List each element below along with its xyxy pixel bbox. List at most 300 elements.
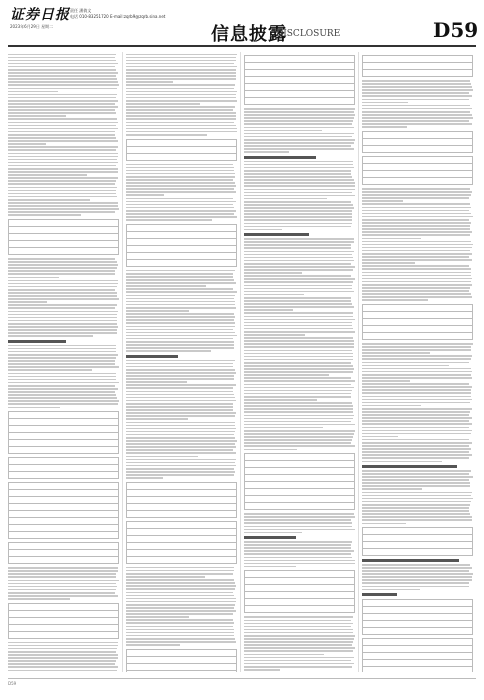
text-line	[126, 182, 235, 184]
text-line	[8, 122, 118, 124]
text-line	[244, 350, 352, 352]
text-line	[244, 291, 354, 293]
text-line	[244, 309, 293, 311]
text-line	[126, 78, 236, 80]
text-line	[126, 270, 235, 272]
text-line	[362, 194, 471, 196]
text-line	[362, 346, 471, 348]
text-line	[126, 576, 205, 578]
data-table	[8, 457, 119, 479]
text-line	[244, 337, 353, 339]
text-line	[244, 288, 352, 290]
text-line	[362, 222, 471, 224]
text-line	[244, 278, 355, 280]
text-line	[244, 669, 280, 671]
text-line	[8, 286, 117, 288]
text-line	[126, 316, 235, 318]
text-line	[244, 254, 352, 256]
text-line	[244, 666, 352, 668]
text-line	[244, 216, 352, 218]
text-line	[244, 433, 354, 435]
table-row	[8, 524, 119, 531]
text-line	[8, 177, 118, 179]
table-row	[8, 439, 119, 446]
text-line	[362, 396, 471, 398]
text-line	[126, 418, 188, 420]
text-line	[8, 202, 118, 204]
text-line	[126, 170, 234, 172]
text-line	[8, 363, 115, 365]
text-line	[362, 287, 470, 289]
text-line	[8, 171, 118, 173]
text-line	[362, 108, 472, 110]
text-line	[244, 647, 355, 649]
text-line	[362, 589, 420, 591]
text-line	[244, 263, 351, 265]
table-row	[244, 55, 355, 62]
text-line	[362, 299, 428, 301]
text-line	[362, 368, 471, 370]
text-line	[244, 241, 354, 243]
text-line	[362, 392, 471, 394]
text-line	[126, 619, 233, 621]
text-line	[8, 301, 47, 303]
text-line	[244, 550, 354, 552]
text-line	[8, 118, 117, 120]
data-table	[362, 304, 473, 340]
table-row	[8, 549, 119, 556]
table-row	[244, 62, 355, 69]
text-line	[362, 573, 473, 575]
table-row	[126, 649, 237, 656]
text-line	[244, 145, 351, 147]
text-line	[244, 346, 354, 348]
text-line	[244, 519, 351, 521]
text-line	[244, 148, 354, 150]
text-line	[244, 411, 353, 413]
text-line	[362, 281, 471, 283]
text-line	[362, 284, 472, 286]
table-row	[244, 598, 355, 605]
text-line	[8, 304, 117, 306]
text-column-1	[8, 52, 119, 672]
table-row	[8, 425, 119, 432]
text-line	[244, 513, 354, 515]
text-line	[362, 225, 470, 227]
text-line	[244, 522, 352, 524]
text-line	[362, 420, 469, 422]
text-line	[8, 180, 116, 182]
table-row	[362, 311, 473, 318]
text-line	[126, 397, 235, 399]
text-line	[8, 153, 118, 155]
page-number: D59	[433, 18, 479, 42]
table-row	[362, 138, 473, 145]
data-table	[126, 521, 237, 564]
text-line	[126, 601, 236, 603]
text-line	[8, 570, 118, 572]
text-line	[244, 430, 355, 432]
text-line	[126, 449, 233, 451]
table-row	[244, 474, 355, 481]
text-line	[8, 357, 116, 359]
text-line	[362, 501, 471, 503]
table-row	[8, 233, 119, 240]
table-row	[362, 304, 473, 311]
text-line	[244, 195, 355, 197]
text-line	[8, 642, 118, 644]
text-line	[244, 269, 353, 271]
text-line	[126, 216, 237, 218]
table-row	[362, 170, 473, 177]
data-table	[244, 453, 355, 510]
text-line	[244, 229, 282, 231]
text-line	[8, 162, 118, 164]
text-line	[244, 219, 352, 221]
table-row	[362, 156, 473, 163]
text-line	[362, 234, 470, 236]
text-line	[244, 260, 354, 262]
text-line	[362, 272, 471, 274]
text-line	[8, 143, 46, 145]
text-line	[126, 115, 236, 117]
text-line	[362, 408, 472, 410]
table-row	[126, 231, 237, 238]
text-line	[8, 137, 116, 139]
text-line	[126, 626, 233, 628]
text-line	[362, 228, 470, 230]
text-line	[8, 385, 115, 387]
text-line	[362, 586, 469, 588]
text-line	[362, 519, 472, 521]
text-line	[362, 383, 469, 385]
data-table	[362, 527, 473, 556]
table-row	[362, 548, 473, 555]
text-line	[8, 654, 118, 656]
text-line	[244, 418, 353, 420]
text-line	[126, 72, 236, 74]
text-line	[126, 632, 234, 634]
text-line	[362, 247, 472, 249]
text-line	[362, 439, 469, 441]
text-line	[362, 89, 473, 91]
text-line	[8, 388, 118, 390]
text-line	[362, 293, 471, 295]
text-line	[362, 238, 421, 240]
text-line	[244, 356, 353, 358]
text-line	[244, 353, 353, 355]
text-line	[362, 504, 470, 506]
text-line	[8, 280, 118, 282]
text-line	[244, 657, 354, 659]
text-line	[362, 352, 430, 354]
text-line	[126, 341, 234, 343]
text-line	[362, 476, 473, 478]
text-line	[362, 188, 470, 190]
text-line	[362, 567, 472, 569]
text-line	[126, 363, 233, 365]
text-line	[362, 265, 469, 267]
text-line	[126, 592, 233, 594]
text-line	[126, 598, 236, 600]
text-line	[126, 326, 235, 328]
text-line	[126, 428, 236, 430]
text-line	[126, 118, 236, 120]
text-line	[244, 384, 351, 386]
table-row	[8, 489, 119, 496]
text-line	[8, 277, 59, 279]
data-table	[362, 599, 473, 635]
text-line	[362, 117, 473, 119]
text-line	[126, 394, 234, 396]
table-row	[244, 69, 355, 76]
text-line	[126, 595, 234, 597]
text-line	[362, 380, 410, 382]
data-table	[126, 649, 237, 672]
text-line	[8, 190, 116, 192]
table-row	[126, 510, 237, 517]
text-line	[126, 604, 235, 606]
table-row	[362, 332, 473, 339]
text-line	[244, 117, 354, 119]
text-line	[8, 573, 116, 575]
table-row	[362, 527, 473, 534]
text-line	[126, 207, 234, 209]
text-line	[126, 213, 234, 215]
text-line	[126, 412, 236, 414]
text-line	[244, 449, 297, 451]
table-row	[126, 146, 237, 153]
text-line	[362, 92, 469, 94]
text-line	[8, 651, 116, 653]
page-footer	[8, 678, 476, 686]
data-table	[244, 570, 355, 613]
text-line	[8, 159, 117, 161]
table-row	[244, 76, 355, 83]
text-line	[126, 406, 233, 408]
table-row	[362, 325, 473, 332]
table-row	[8, 418, 119, 425]
table-row	[244, 453, 355, 460]
table-row	[362, 652, 473, 659]
text-line	[126, 179, 233, 181]
text-line	[244, 167, 354, 169]
text-line	[8, 354, 118, 356]
text-line	[244, 123, 352, 125]
text-line	[8, 131, 115, 133]
text-line	[8, 103, 115, 105]
text-line	[8, 100, 118, 102]
text-line	[126, 641, 236, 643]
text-line	[126, 360, 235, 362]
text-line	[126, 387, 233, 389]
text-line	[8, 670, 117, 672]
text-line	[244, 120, 353, 122]
text-line	[244, 325, 352, 327]
text-line	[362, 386, 472, 388]
text-line	[362, 513, 470, 515]
text-line	[126, 372, 236, 374]
text-line	[244, 182, 355, 184]
text-line	[126, 344, 234, 346]
text-line	[8, 125, 116, 127]
text-line	[126, 103, 200, 105]
text-line	[8, 391, 115, 393]
text-line	[126, 381, 187, 383]
text-line	[8, 88, 117, 90]
text-line	[126, 288, 233, 290]
text-line	[244, 319, 355, 321]
data-table	[362, 638, 473, 672]
column-separator	[240, 52, 241, 672]
text-line	[8, 196, 117, 198]
text-line	[126, 375, 234, 377]
table-row	[126, 153, 237, 160]
text-line	[126, 391, 233, 393]
table-row	[362, 627, 473, 634]
text-column-2	[126, 52, 237, 672]
text-line	[244, 359, 353, 361]
text-line	[244, 285, 352, 287]
text-line	[8, 320, 117, 322]
text-line	[244, 544, 351, 546]
text-line	[126, 338, 233, 340]
text-line	[244, 644, 352, 646]
data-table	[8, 603, 119, 639]
text-line	[126, 167, 234, 169]
text-line	[244, 663, 354, 665]
text-line	[126, 307, 236, 309]
table-row	[244, 577, 355, 584]
column-separator	[358, 52, 359, 672]
text-line	[126, 616, 189, 618]
text-line	[244, 142, 354, 144]
text-line	[244, 374, 329, 376]
text-line	[126, 134, 207, 136]
text-line	[8, 57, 115, 59]
text-line	[126, 644, 180, 646]
text-line	[362, 358, 471, 360]
table-row	[244, 605, 355, 612]
text-line	[244, 343, 354, 345]
text-line	[8, 174, 87, 176]
text-line	[244, 130, 322, 132]
table-row	[8, 247, 119, 254]
table-row	[126, 521, 237, 528]
text-line	[126, 125, 236, 127]
text-line	[362, 423, 472, 425]
text-line	[126, 198, 233, 200]
text-line	[244, 136, 352, 138]
text-line	[362, 253, 472, 255]
text-line	[244, 529, 355, 531]
text-line	[126, 610, 236, 612]
table-row	[126, 224, 237, 231]
text-line	[362, 457, 469, 459]
text-line	[362, 80, 470, 82]
text-line	[126, 173, 235, 175]
text-line	[8, 595, 118, 597]
text-line	[362, 200, 403, 202]
masthead-meta	[70, 8, 165, 20]
text-line	[8, 329, 117, 331]
data-table	[244, 55, 355, 105]
table-row	[8, 603, 119, 610]
text-line	[362, 362, 469, 364]
text-line	[8, 63, 118, 65]
text-line	[8, 208, 119, 210]
text-line	[126, 585, 236, 587]
text-line	[126, 131, 237, 133]
text-line	[244, 207, 354, 209]
text-line	[362, 123, 472, 125]
text-line	[244, 189, 355, 191]
table-row	[244, 570, 355, 577]
text-line	[362, 111, 470, 113]
text-line	[8, 351, 116, 353]
newspaper-logo: 证券日报	[10, 7, 70, 23]
table-row	[244, 488, 355, 495]
text-line	[362, 102, 408, 104]
data-table	[362, 55, 473, 77]
text-line	[126, 295, 235, 297]
text-line	[8, 128, 118, 130]
table-row	[362, 666, 473, 672]
text-line	[244, 192, 352, 194]
table-row	[8, 531, 119, 538]
text-line	[244, 650, 353, 652]
table-row	[8, 464, 119, 471]
text-line	[244, 436, 353, 438]
text-line	[8, 394, 116, 396]
text-line	[126, 638, 235, 640]
table-row	[362, 55, 473, 62]
text-line	[8, 332, 117, 334]
text-line	[362, 495, 471, 497]
table-row	[362, 177, 473, 184]
text-line	[362, 510, 469, 512]
text-line	[126, 210, 236, 212]
text-line	[8, 134, 115, 136]
text-line	[8, 567, 118, 569]
text-line	[8, 592, 115, 594]
text-line	[362, 210, 469, 212]
text-line	[8, 270, 115, 272]
text-line	[8, 648, 117, 650]
text-line	[126, 588, 235, 590]
text-line	[126, 579, 234, 581]
text-line	[126, 75, 236, 77]
table-row	[8, 457, 119, 464]
table-row	[362, 613, 473, 620]
text-line	[8, 323, 117, 325]
text-line	[244, 396, 351, 398]
text-line	[244, 185, 355, 187]
text-line	[362, 482, 470, 484]
table-row	[8, 226, 119, 233]
text-line	[362, 343, 473, 345]
text-column-3	[244, 52, 355, 672]
text-line	[244, 365, 353, 367]
table-row	[8, 624, 119, 631]
text-line	[126, 403, 233, 405]
text-line	[126, 282, 236, 284]
text-line	[126, 431, 235, 433]
table-row	[244, 481, 355, 488]
text-line	[8, 376, 116, 378]
table-row	[8, 517, 119, 524]
text-line	[244, 563, 355, 565]
